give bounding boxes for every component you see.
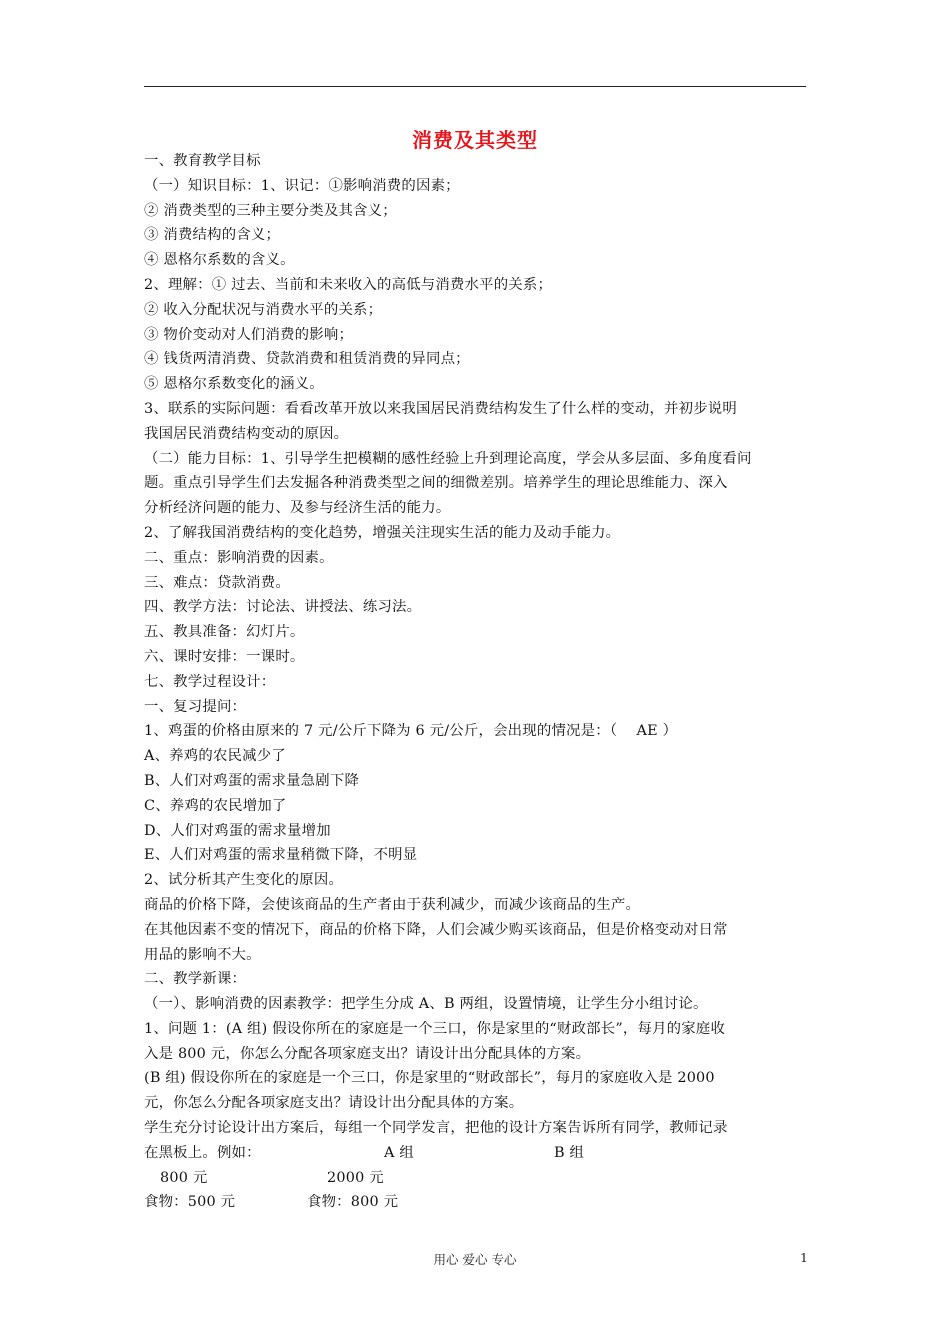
body-line: （二）能力目标：1、引导学生把模糊的感性经验上升到理论高度，学会从多层面、多角度看问	[144, 450, 752, 467]
body-line: 1、问题 1：(A 组) 假设你所在的家庭是一个三口，你是家里的“财政部长”，每月的家庭收	[144, 1020, 726, 1037]
income-b: 2000 元	[327, 1169, 384, 1186]
body-line: E、人们对鸡蛋的需求量稍微下降，不明显	[144, 847, 418, 864]
body-line: 入是 800 元，你怎么分配各项家庭支出？请设计出分配具体的方案。	[144, 1045, 591, 1062]
body-line: ② 收入分配状况与消费水平的关系；	[144, 301, 383, 318]
body-line: （一）知识目标：1、识记：①影响消费的因素；	[144, 177, 460, 194]
body-line: (B 组) 假设你所在的家庭是一个三口，你是家里的“财政部长”，每月的家庭收入是 2000	[144, 1070, 715, 1087]
body-line: ⑤ 恩格尔系数变化的涵义。	[144, 376, 324, 393]
footer-motto: 用心 爱心 专心	[433, 1252, 517, 1267]
body-line: 二、重点：影响消费的因素。	[144, 549, 334, 566]
body-line: 七、教学过程设计：	[144, 673, 276, 690]
body-line: D、人们对鸡蛋的需求量增加	[144, 822, 331, 839]
document-body	[144, 149, 806, 1215]
body-line: B、人们对鸡蛋的需求量急剧下降	[144, 772, 360, 789]
body-line: 三、难点：贷款消费。	[144, 574, 290, 591]
body-line: ② 消费类型的三种主要分类及其含义；	[144, 202, 397, 219]
body-line: 商品的价格下降，会使该商品的生产者由于获利减少，而减少该商品的生产。	[144, 896, 641, 913]
example-lead: 在黑板上。例如：	[144, 1144, 261, 1161]
body-line: 四、教学方法：讨论法、讲授法、练习法。	[144, 599, 422, 616]
body-line: ③ 物价变动对人们消费的影响；	[144, 326, 354, 343]
body-line: 六、课时安排：一课时。	[144, 648, 305, 665]
page-number: 1	[800, 1250, 808, 1265]
food-a: 食物：500 元	[144, 1194, 236, 1211]
body-line: ③ 消费结构的含义；	[144, 227, 281, 244]
document-title: 消费及其类型	[412, 128, 538, 152]
income-a: 800 元	[160, 1169, 208, 1186]
body-line: 题。重点引导学生们去发掘各种消费类型之间的细微差别。培养学生的理论思维能力、深入	[144, 475, 728, 492]
body-line: 二、教学新课：	[144, 971, 247, 988]
body-line: 2、试分析其产生变化的原因。	[144, 872, 344, 889]
body-line: 用品的影响不大。	[144, 946, 261, 963]
header-rule	[144, 86, 806, 87]
body-line: C、养鸡的农民增加了	[144, 797, 287, 814]
body-line: （一）、影响消费的因素教学：把学生分成 A、B 两组，设置情境，让学生分小组讨论。	[144, 996, 708, 1013]
body-line: 元，你怎么分配各项家庭支出？请设计出分配具体的方案。	[144, 1095, 524, 1112]
body-line: 分析经济问题的能力、及参与经济生活的能力。	[144, 500, 451, 517]
body-line: ④ 恩格尔系数的含义。	[144, 252, 295, 269]
body-line: ④ 钱货两清消费、贷款消费和租赁消费的异同点；	[144, 351, 470, 368]
body-line: 1、鸡蛋的价格由原来的 7 元/公斤下降为 6 元/公斤，会出现的情况是：（ AE ）	[144, 723, 678, 740]
body-lines	[144, 149, 806, 1141]
body-line: 我国居民消费结构变动的原因。	[144, 425, 349, 442]
example-row	[144, 1141, 806, 1166]
food-b: 食物：800 元	[307, 1194, 399, 1211]
group-b-header: B 组	[554, 1144, 585, 1161]
income-row	[144, 1166, 806, 1191]
body-line: 一、教育教学目标	[144, 153, 261, 169]
body-line: 在其他因素不变的情况下，商品的价格下降，人们会减少购买该商品，但是价格变动对日常	[144, 921, 728, 938]
body-line: 2、了解我国消费结构的变化趋势，增强关注现实生活的能力及动手能力。	[144, 524, 621, 541]
body-line: 2、理解：① 过去、当前和未来收入的高低与消费水平的关系；	[144, 276, 553, 293]
group-a-header: A 组	[384, 1144, 414, 1161]
body-line: 3、联系的实际问题：看看改革开放以来我国居民消费结构发生了什么样的变动，并初步说明	[144, 400, 737, 417]
body-line: 一、复习提问：	[144, 698, 247, 715]
body-line: A、养鸡的农民减少了	[144, 748, 286, 765]
body-line: 五、教具准备：幻灯片。	[144, 624, 305, 641]
food-row	[144, 1190, 806, 1215]
body-line: 学生充分讨论设计出方案后，每组一个同学发言，把他的设计方案告诉所有同学，教师记录	[144, 1120, 728, 1137]
